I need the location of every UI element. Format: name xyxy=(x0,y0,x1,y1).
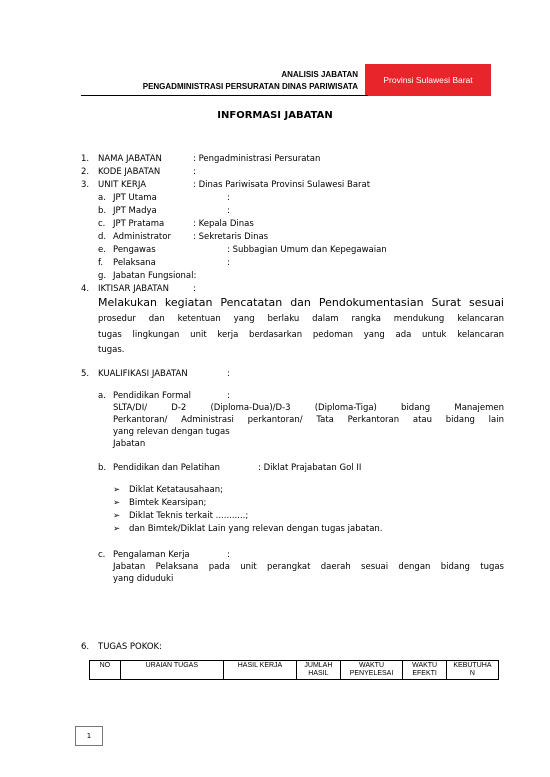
item-number-5: 5. xyxy=(81,369,90,379)
page-number: 1 xyxy=(75,726,103,746)
pengalaman-label: Pengalaman Kerja xyxy=(113,550,190,560)
sub-value: : Sekretaris Dinas xyxy=(193,232,269,242)
pendidikan-text-line: SLTA/DI/ D-2 (Diploma-Dua)/D-3 (Diploma-Tiga) bidang Manajemen xyxy=(113,403,504,413)
table-header-cell: JUMLAH HASIL xyxy=(297,661,341,680)
pelatihan-bullet: dan Bimtek/Diklat Lain yang relevan dengan tugas jabatan. xyxy=(129,524,383,534)
unit-kerja-label: UNIT KERJA xyxy=(98,180,147,190)
sub-label: JPT Utama xyxy=(113,193,157,203)
ikhtisar-text-line: prosedur dan ketentuan yang berlaku dalam rangka mendukung kelancaran xyxy=(98,314,504,324)
ikhtisar-text-line: tugas. xyxy=(98,345,125,355)
pelatihan-letter: b. xyxy=(98,463,107,473)
arrow-bullet-icon: ➢ xyxy=(113,511,121,521)
pelatihan-label: Pendidikan dan Pelatihan xyxy=(113,463,221,473)
sub-value: : Subbagian Umum dan Kepegawaian xyxy=(227,245,387,255)
item-number-1: 1. xyxy=(81,154,90,164)
header-divider xyxy=(81,95,368,96)
pengalaman-text-line: Jabatan Pelaksana pada unit perangkat daerah sesuai dengan bidang tugas xyxy=(113,562,504,572)
table-header-cell: NO xyxy=(90,661,121,680)
item-number-6: 6. xyxy=(81,642,90,652)
item-number-4: 4. xyxy=(81,284,90,294)
arrow-bullet-icon: ➢ xyxy=(113,485,121,495)
province-badge: Provinsi Sulawesi Barat xyxy=(365,64,491,96)
sub-letter: b. xyxy=(98,206,107,216)
sub-label: Pengawas xyxy=(113,245,156,255)
tugas-pokok-label: TUGAS POKOK: xyxy=(98,642,162,652)
table-header-cell: HASIL KERJA xyxy=(223,661,296,680)
ikhtisar-colon: : xyxy=(193,284,196,294)
pengalaman-letter: c. xyxy=(98,550,106,560)
ikhtisar-text-line: Melakukan kegiatan Pencatatan dan Pendokumentasian Surat sesuai xyxy=(98,296,504,309)
sub-label: Administrator xyxy=(113,232,171,242)
sub-value: : xyxy=(227,258,230,268)
ikhtisar-text-line: tugas lingkungan unit kerja berdasarkan pedoman yang ada untuk kelancaran xyxy=(98,330,504,340)
pelatihan-bullet: Diklat Teknis terkait ...........; xyxy=(129,511,249,521)
unit-kerja-value: : Dinas Pariwisata Provinsi Sulawesi Barat xyxy=(193,180,371,190)
table-header-cell: URAIAN TUGAS xyxy=(120,661,223,680)
item-number-2: 2. xyxy=(81,167,90,177)
arrow-bullet-icon: ➢ xyxy=(113,498,121,508)
sub-label: Pelaksana xyxy=(113,258,156,268)
sub-letter: e. xyxy=(98,245,106,255)
kode-jabatan-value: : xyxy=(193,167,196,177)
sub-letter: g. xyxy=(98,271,107,281)
table-header-cell: WAKTU EFEKTI xyxy=(403,661,447,680)
pendidikan-text-line: yang relevan dengan tugas xyxy=(113,427,230,437)
header-subtitle: PENGADMINISTRASI PERSURATAN DINAS PARIWISATA xyxy=(142,82,358,91)
pendidikan-text-line: Jabatan xyxy=(113,439,146,449)
pelatihan-bullet: Bimtek Kearsipan; xyxy=(129,498,207,508)
sub-value: : Kepala Dinas xyxy=(193,219,254,229)
sub-letter: c. xyxy=(98,219,106,229)
nama-jabatan-label: NAMA JABATAN xyxy=(98,154,162,164)
item-number-3: 3. xyxy=(81,180,90,190)
pendidikan-letter: a. xyxy=(98,391,106,401)
nama-jabatan-value: : Pengadministrasi Persuratan xyxy=(193,154,321,164)
sub-value: : xyxy=(227,206,230,216)
pendidikan-formal-label: Pendidikan Formal xyxy=(113,391,192,401)
pendidikan-text-line: Perkantoran/ Administrasi perkantoran/ Tata Perkantoran atau bidang lain xyxy=(113,415,504,425)
pelatihan-bullet: Diklat Ketatausahaan; xyxy=(129,485,223,495)
kualifikasi-colon: : xyxy=(227,369,230,379)
sub-label: JPT Madya xyxy=(113,206,157,216)
sub-value: : xyxy=(227,193,230,203)
ikhtisar-label: IKTISAR JABATAN xyxy=(98,284,169,294)
table-header-cell: KEBUTUHA N xyxy=(446,661,498,680)
sub-letter: d. xyxy=(98,232,107,242)
tugas-pokok-table xyxy=(89,660,499,680)
pelatihan-value: : Diklat Prajabatan Gol II xyxy=(258,463,362,473)
table-header-row xyxy=(90,661,499,680)
sub-label: Jabatan Fungsional: xyxy=(113,271,197,281)
kode-jabatan-label: KODE JABATAN xyxy=(98,167,161,177)
sub-label: JPT Pratama xyxy=(113,219,165,229)
sub-letter: f. xyxy=(98,258,104,268)
arrow-bullet-icon: ➢ xyxy=(113,524,121,534)
pendidikan-formal-colon: : xyxy=(227,391,230,401)
page-title: INFORMASI JABATAN xyxy=(217,110,333,121)
pengalaman-colon: : xyxy=(227,550,230,560)
kualifikasi-label: KUALIFIKASI JABATAN xyxy=(98,369,188,379)
sub-letter: a. xyxy=(98,193,106,203)
table-header-cell: WAKTU PENYELESAI xyxy=(340,661,403,680)
pengalaman-text-line: yang diduduki xyxy=(113,574,174,584)
header-title: ANALISIS JABATAN xyxy=(281,70,358,79)
